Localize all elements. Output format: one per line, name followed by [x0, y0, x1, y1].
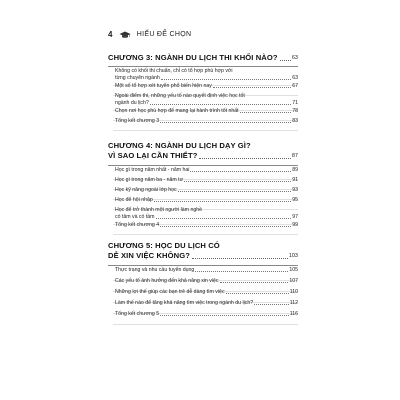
toc-entry[interactable] [115, 289, 298, 300]
chapter-title: CHƯƠNG 3: NGÀNH DU LỊCH THI KHỐI NÀO? [108, 53, 278, 62]
entry-page-number: 93 [292, 187, 298, 193]
toc-entry[interactable] [115, 278, 298, 289]
chapter-divider [108, 165, 298, 166]
entry-list [115, 167, 298, 232]
leader-dots [161, 79, 291, 80]
chapter-title: DỄ XIN VIỆC KHÔNG? [108, 251, 190, 260]
toc-entry[interactable] [115, 187, 298, 197]
leader-dots [190, 171, 291, 172]
chapter-title: VÌ SAO LẠI CẦN THIẾT? [108, 151, 198, 160]
entry-list [115, 267, 298, 322]
chapter-page-number: 87 [292, 153, 298, 159]
leader-dots [160, 226, 291, 227]
leader-dots [213, 87, 291, 88]
leader-dots [254, 304, 289, 305]
toc-entry[interactable] [115, 300, 298, 311]
entry-title: Học để trở thành một người làm nghề [115, 207, 202, 213]
toc-entry[interactable] [115, 93, 298, 108]
entry-page-number: 89 [292, 167, 298, 173]
toc-entry[interactable] [115, 68, 298, 83]
entry-title: Các yếu tố ảnh hưởng đến khả năng xin việc [115, 278, 219, 284]
leader-dots [178, 191, 292, 192]
leader-dots [150, 104, 291, 105]
chapter-page-number: 103 [289, 253, 298, 259]
entry-title: Thực trạng và nhu cầu tuyển dụng [115, 267, 195, 273]
entry-title: Một số tổ hợp xét tuyển phổ biến hiện nay [115, 83, 212, 89]
chapter-heading[interactable] [108, 53, 298, 63]
entry-separator [113, 324, 298, 325]
leader-dots [199, 157, 291, 159]
leader-dots [156, 218, 292, 219]
page-number: 4 [108, 30, 113, 39]
entry-page-number: 95 [292, 197, 298, 203]
toc-entry[interactable] [115, 222, 298, 232]
leader-dots [195, 271, 288, 272]
entry-page-number: 107 [289, 278, 298, 284]
chapter-page-number: 63 [292, 55, 298, 61]
toc-entry[interactable] [115, 118, 298, 128]
chapter-heading[interactable] [108, 141, 298, 161]
entry-page-number: 63 [292, 74, 298, 81]
entry-title: Tổng kết chương 4 [115, 222, 160, 228]
entry-page-number: 112 [289, 300, 298, 306]
toc-entry[interactable] [115, 197, 298, 207]
leader-dots [154, 201, 291, 202]
leader-dots [160, 315, 289, 316]
leader-dots [280, 59, 291, 61]
entry-list [115, 68, 298, 128]
entry-page-number: 116 [289, 311, 298, 317]
entry-title: từng chuyên ngành [115, 74, 160, 81]
entry-title: Không có khối thi chuẩn, chỉ có tổ hợp phù hợp với [115, 68, 233, 74]
leader-dots [184, 181, 291, 182]
entry-title: ngành du lịch? [115, 99, 149, 106]
entry-page-number: 83 [292, 118, 298, 124]
leader-dots [220, 282, 289, 283]
entry-page-number: 91 [292, 177, 298, 183]
toc-entry[interactable] [115, 167, 298, 177]
toc-entry[interactable] [115, 207, 298, 222]
entry-title: Những lợi thế giúp các bạn trẻ dễ dàng tìm việc [115, 289, 225, 295]
entry-title: Học gì trong năm ba - năm tư [115, 177, 184, 183]
chapter-title: CHƯƠNG 4: NGÀNH DU LỊCH DẠY GÌ? [108, 141, 251, 150]
chapter-heading[interactable] [108, 241, 298, 261]
entry-title: Ngoài điểm thi, những yếu tố nào quyết định việc học tốt [115, 93, 245, 99]
entry-title: Tổng kết chương 3 [115, 118, 160, 124]
chapter-title: CHƯƠNG 5: HỌC DU LỊCH CÓ [108, 241, 220, 250]
toc-entry[interactable] [115, 177, 298, 187]
book-title: HIẾU ĐỂ CHỌN [136, 31, 192, 38]
page-header [108, 30, 191, 39]
entry-page-number: 105 [289, 267, 298, 273]
entry-title: có tâm và có tầm [115, 213, 155, 220]
toc-entry[interactable] [115, 108, 298, 118]
leader-dots [226, 293, 289, 294]
leader-dots [192, 257, 288, 259]
entry-page-number: 67 [292, 83, 298, 89]
entry-page-number: 97 [292, 213, 298, 220]
entry-page-number: 71 [292, 99, 298, 106]
entry-page-number: 78 [292, 108, 298, 114]
entry-page-number: 110 [289, 289, 298, 295]
entry-title: Làm thế nào để tăng khả năng tìm việc trong ngành du lịch? [115, 300, 254, 306]
entry-title: Học để hội nhập [115, 197, 153, 203]
toc-entry[interactable] [115, 267, 298, 278]
chapter-divider [108, 66, 298, 67]
leader-dots [240, 112, 292, 113]
entry-separator [113, 234, 298, 235]
toc-entry[interactable] [115, 83, 298, 93]
graduation-cap-icon [119, 31, 131, 39]
chapter-divider [108, 265, 298, 266]
entry-title: Học gì trong năm nhất - năm hai [115, 167, 190, 173]
leader-dots [160, 122, 291, 123]
entry-page-number: 99 [292, 222, 298, 228]
entry-separator [113, 130, 298, 131]
entry-title: Tổng kết chương 5 [115, 311, 160, 317]
toc-entry[interactable] [115, 311, 298, 322]
entry-title: Học kỹ năng ngoài lớp học [115, 187, 177, 193]
entry-title: Chọn nơi học phù hợp để mang lại hành trình tốt nhất [115, 108, 239, 114]
